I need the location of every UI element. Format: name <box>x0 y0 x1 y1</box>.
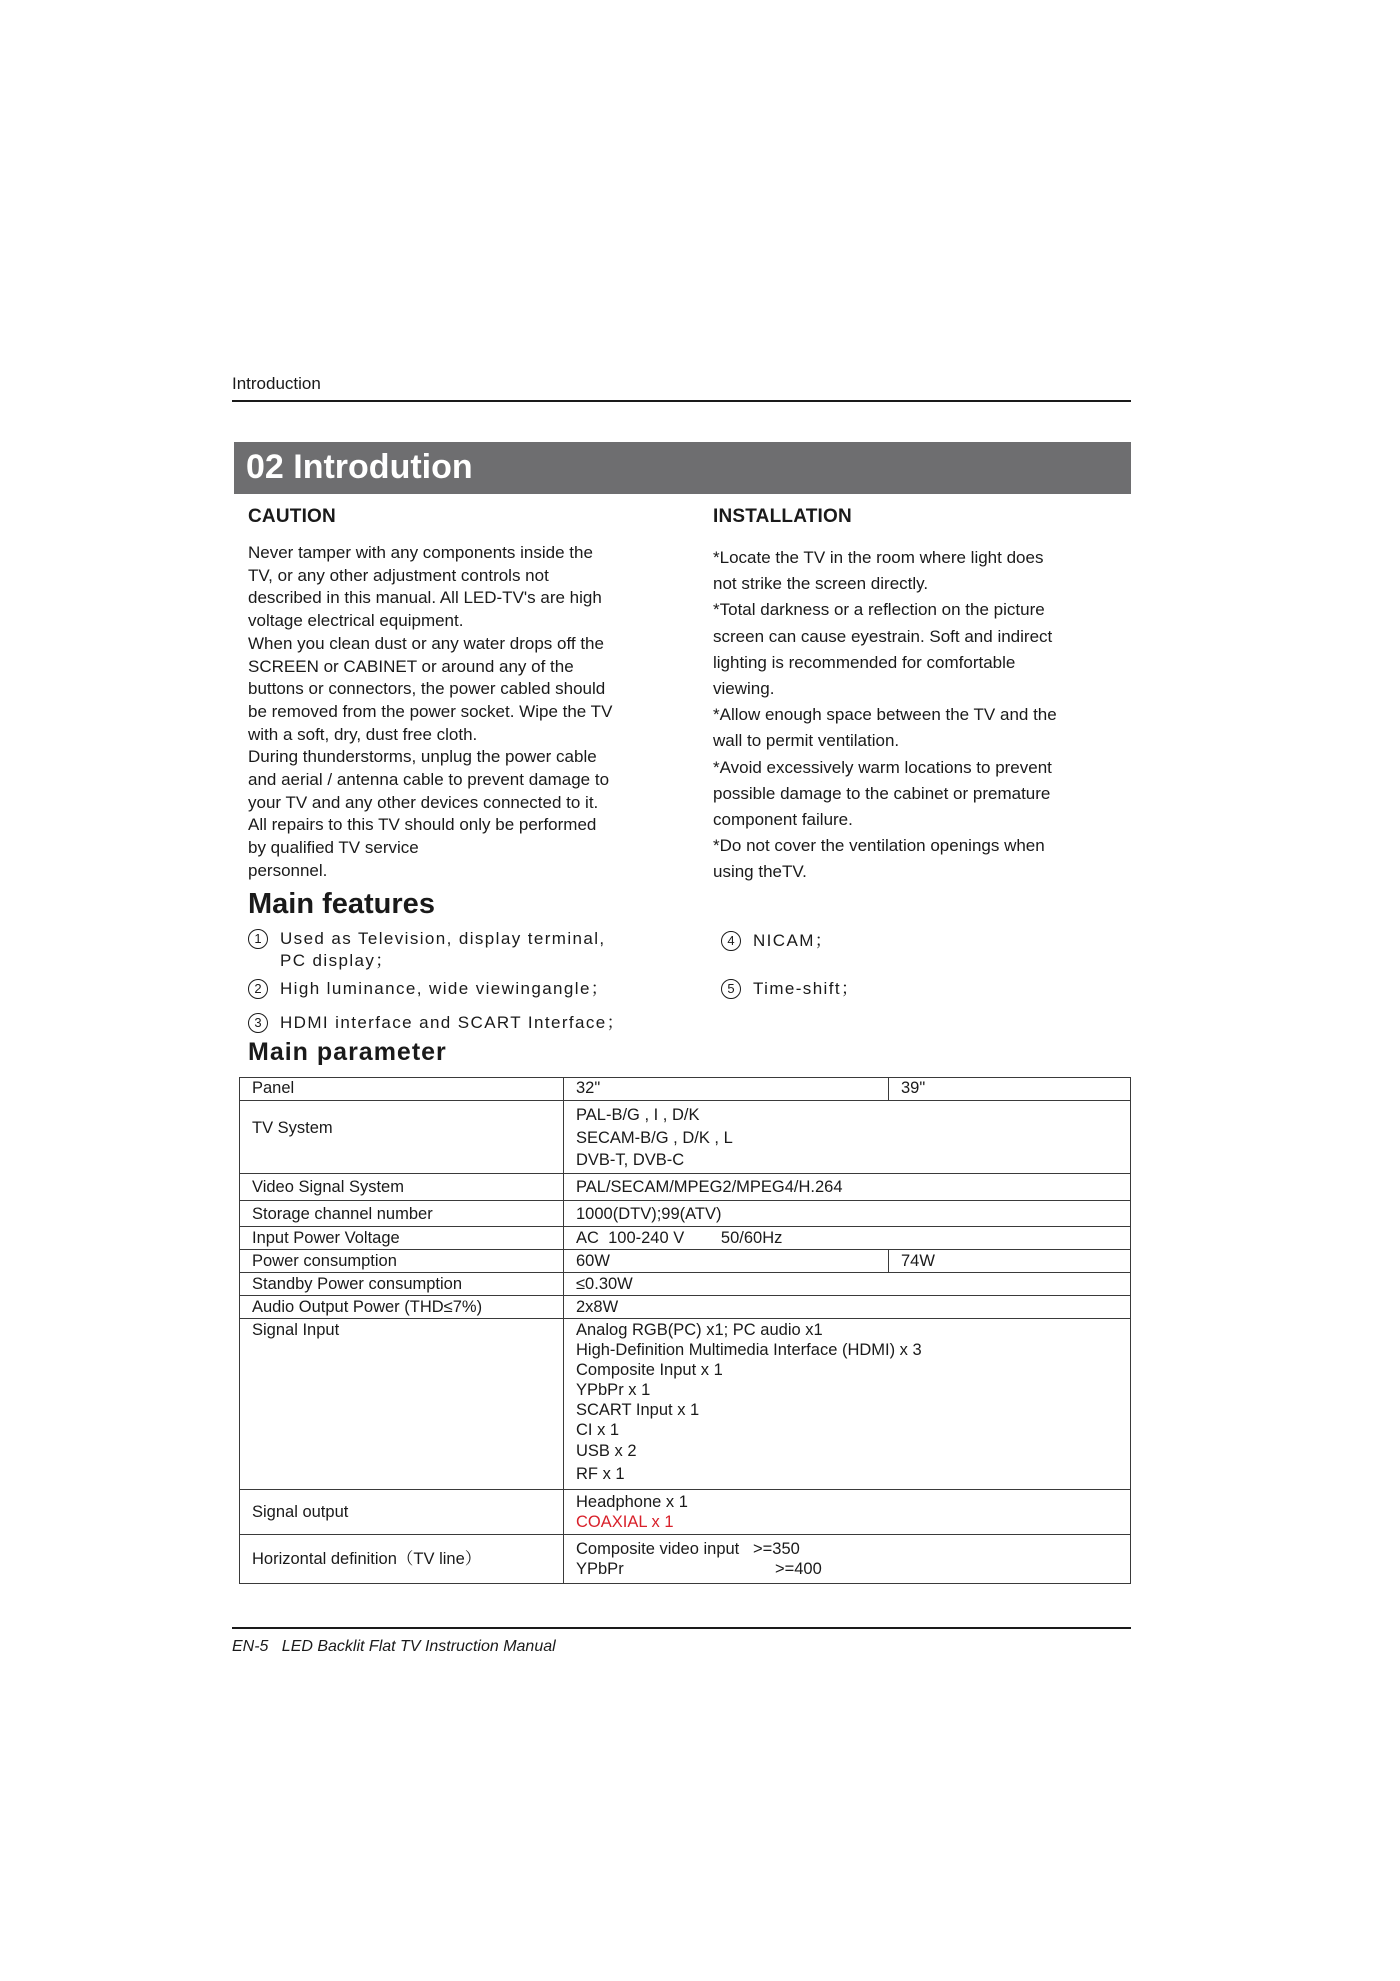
cell-line: DVB-T, DVB-C <box>576 1151 685 1169</box>
caution-line: During thunderstorms, unplug the power cable <box>248 747 597 767</box>
caution-line: Never tamper with any components inside the <box>248 543 593 562</box>
table-row <box>240 1201 1131 1227</box>
footer-page-label: EN-5 LED Backlit Flat TV Instruction Manual <box>232 1638 556 1655</box>
installation-line: screen can cause eyestrain. Soft and indirect <box>713 626 1053 646</box>
installation-line: *Do not cover the ventilation openings when <box>713 836 1045 856</box>
cell-line: High-Definition Multimedia Interface (HDMI) x 3 <box>576 1341 922 1359</box>
table-cell-value <box>564 1319 1131 1490</box>
installation-line: *Avoid excessively warm locations to prevent <box>713 757 1052 777</box>
cell-line: Headphone x 1 <box>576 1493 688 1511</box>
table-cell-label: Horizontal definition（TV line） <box>240 1535 564 1584</box>
feature-number-badge: 5 <box>721 979 741 999</box>
table-cell-value <box>564 1490 1131 1535</box>
table-cell-value: 60W <box>564 1250 889 1273</box>
table-cell-value: 2x8W <box>564 1296 1131 1319</box>
table-row <box>240 1174 1131 1201</box>
table-cell-label: Signal output <box>240 1490 564 1535</box>
feature-number-badge: 4 <box>721 931 741 951</box>
table-row <box>240 1296 1131 1319</box>
table-cell-value: 1000(DTV);99(ATV) <box>564 1201 1131 1227</box>
caution-line: and aerial / antenna cable to prevent damage to <box>248 770 610 790</box>
table-cell-value <box>564 1535 1131 1584</box>
installation-line: not strike the screen directly. <box>713 574 929 594</box>
main-parameter-heading: Main parameter <box>248 1038 447 1066</box>
caution-line: voltage electrical equipment. <box>248 611 464 631</box>
cell-line: Analog RGB(PC) x1; PC audio x1 <box>576 1321 823 1339</box>
cell-line: RF x 1 <box>576 1465 625 1483</box>
feature-item <box>721 978 859 1000</box>
table-row <box>240 1078 1131 1101</box>
installation-line: *Allow enough space between the TV and the <box>713 705 1057 725</box>
feature-item <box>248 978 609 1000</box>
feature-item <box>721 930 833 952</box>
caution-heading: CAUTION <box>248 506 336 527</box>
installation-line: possible damage to the cabinet or premature <box>713 783 1051 803</box>
feature-text: HDMI interface and SCART Interface； <box>280 1013 626 1032</box>
feature-text: Used as Television, display terminal, <box>280 929 606 948</box>
cell-line: Composite video input >=350 <box>576 1540 800 1558</box>
caution-line: with a soft, dry, dust free cloth. <box>248 724 478 744</box>
table-cell-value: 32" <box>564 1078 889 1101</box>
main-features-heading: Main features <box>248 888 435 920</box>
table-row <box>240 1250 1131 1273</box>
parameter-table <box>239 1077 1131 1584</box>
chapter-title-bar <box>234 442 1131 494</box>
installation-line: *Locate the TV in the room where light does <box>713 548 1044 567</box>
cell-line: YPbPr >=400 <box>576 1560 822 1578</box>
table-row <box>240 1319 1131 1490</box>
installation-line: *Total darkness or a reflection on the picture <box>713 600 1045 620</box>
feature-number-badge: 2 <box>248 979 268 999</box>
feature-text: Time-shift； <box>753 979 860 998</box>
caution-line: be removed from the power socket. Wipe the TV <box>248 701 613 721</box>
installation-line: component failure. <box>713 810 853 830</box>
table-row <box>240 1227 1131 1250</box>
table-cell-label: TV System <box>240 1101 564 1174</box>
caution-line: personnel. <box>248 860 328 880</box>
table-cell-label: Panel <box>240 1078 564 1101</box>
table-cell-label: Audio Output Power (THD≤7%) <box>240 1296 564 1319</box>
caution-line: your TV and any other devices connected to it. <box>248 792 599 812</box>
table-cell-value <box>564 1101 1131 1174</box>
table-cell-value: 39" <box>889 1078 1131 1101</box>
table-cell-label: Video Signal System <box>240 1174 564 1201</box>
table-row <box>240 1273 1131 1296</box>
cell-line: CI x 1 <box>576 1421 620 1439</box>
caution-line: by qualified TV service <box>248 838 419 858</box>
installation-line: wall to permit ventilation. <box>713 731 900 751</box>
cell-line: USB x 2 <box>576 1442 637 1460</box>
table-row <box>240 1490 1131 1535</box>
feature-number-badge: 3 <box>248 1013 268 1033</box>
caution-text <box>248 542 638 883</box>
caution-line: All repairs to this TV should only be performed <box>248 815 597 835</box>
caution-line: TV, or any other adjustment controls not <box>248 565 549 585</box>
section-header-label: Introduction <box>232 374 321 393</box>
feature-number-badge: 1 <box>248 929 268 949</box>
cell-line-highlight: COAXIAL x 1 <box>576 1513 674 1531</box>
table-cell-value: PAL/SECAM/MPEG2/MPEG4/H.264 <box>564 1174 1131 1201</box>
feature-text: PC display； <box>280 951 394 970</box>
cell-line: SECAM-B/G , D/K , L <box>576 1129 733 1147</box>
table-cell-label: Storage channel number <box>240 1201 564 1227</box>
table-cell-label: Signal Input <box>240 1319 564 1490</box>
feature-text: High luminance, wide viewingangle； <box>280 979 610 998</box>
feature-text: NICAM； <box>753 931 834 950</box>
table-cell-label: Input Power Voltage <box>240 1227 564 1250</box>
cell-line: PAL-B/G , I , D/K <box>576 1106 700 1124</box>
feature-item <box>248 928 606 972</box>
caution-line: buttons or connectors, the power cabled should <box>248 679 606 699</box>
feature-item <box>248 1012 625 1034</box>
installation-line: using theTV. <box>713 862 807 882</box>
caution-line: described in this manual. All LED-TV's are high <box>248 588 602 608</box>
installation-text <box>713 545 1103 886</box>
cell-line: SCART Input x 1 <box>576 1401 700 1419</box>
table-row <box>240 1535 1131 1584</box>
header-divider <box>232 400 1131 402</box>
footer-divider <box>232 1627 1131 1629</box>
table-cell-value: ≤0.30W <box>564 1273 1131 1296</box>
table-row <box>240 1101 1131 1174</box>
installation-line: lighting is recommended for comfortable <box>713 652 1016 672</box>
caution-line: SCREEN or CABINET or around any of the <box>248 656 574 676</box>
installation-heading: INSTALLATION <box>713 506 852 527</box>
cell-line: Composite Input x 1 <box>576 1361 723 1379</box>
caution-line: When you clean dust or any water drops off the <box>248 633 604 653</box>
chapter-title: 02 Introdution <box>246 448 473 486</box>
cell-line: YPbPr x 1 <box>576 1381 651 1399</box>
installation-line: viewing. <box>713 679 775 699</box>
table-cell-value: 74W <box>889 1250 1131 1273</box>
table-cell-label: Power consumption <box>240 1250 564 1273</box>
table-cell-label: Standby Power consumption <box>240 1273 564 1296</box>
table-cell-value: AC 100-240 V 50/60Hz <box>564 1227 1131 1250</box>
